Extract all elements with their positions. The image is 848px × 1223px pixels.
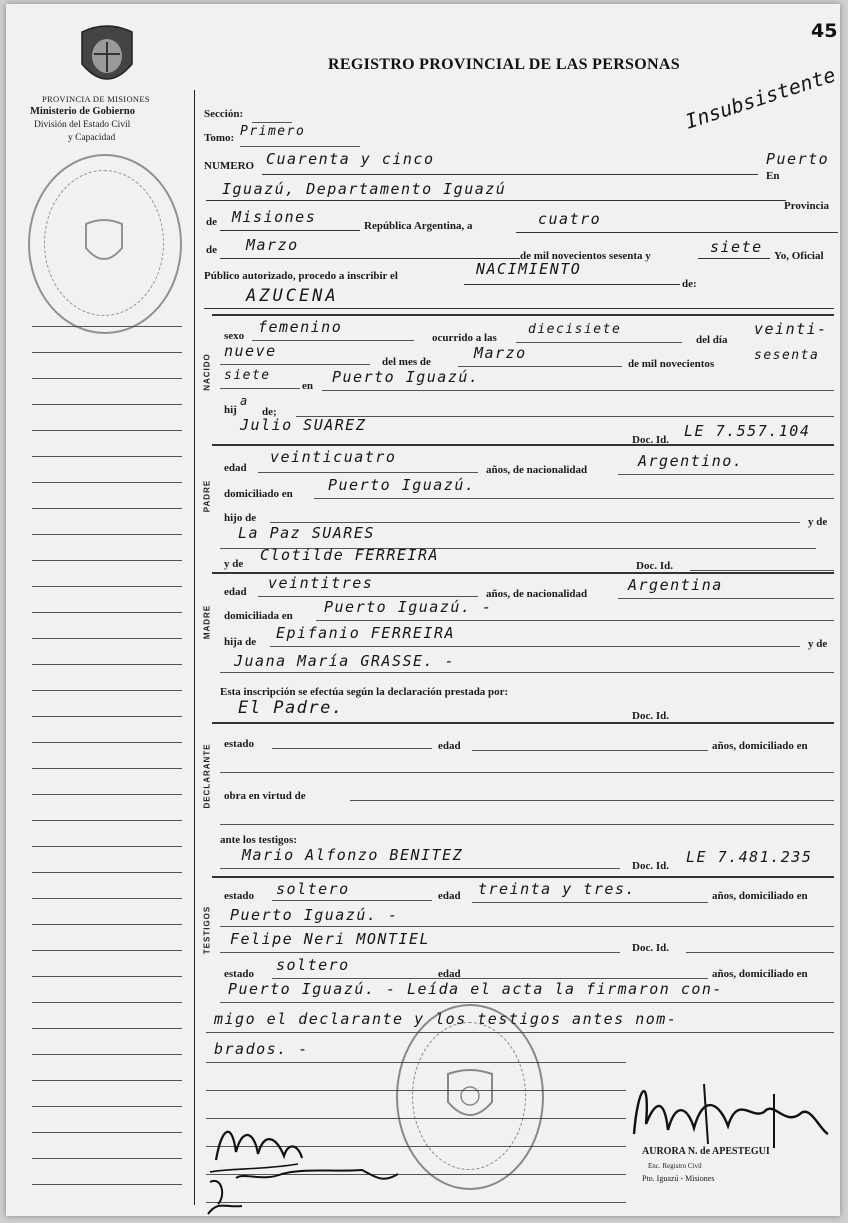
numero-value: Cuarenta y cinco [266, 150, 435, 168]
margin-rule-line [32, 1158, 182, 1159]
tomo-label: Tomo: [204, 132, 235, 144]
en-label: En [766, 170, 780, 182]
dia-value-cont: nueve [224, 342, 277, 360]
testigo2-edad-label: edad [438, 968, 461, 980]
section-padre: PADRE [202, 479, 212, 513]
margin-rule-line [32, 924, 182, 925]
margin-rule-line [32, 404, 182, 405]
tomo-value: Primero [240, 124, 306, 139]
margin-rule-line [32, 1132, 182, 1133]
numero-label: NUMERO [204, 160, 255, 172]
ministry-label: Ministerio de Gobierno [30, 106, 135, 117]
padre-domicilio-value: Puerto Iguazú. [328, 476, 476, 494]
testigo1-doc-label: Doc. Id. [632, 860, 669, 872]
province-label: PROVINCIA DE MISIONES [42, 94, 150, 104]
margin-rule-line [32, 1184, 182, 1185]
oficial-cargo: Enc. Registro Civil [648, 1162, 702, 1170]
margin-rule-line [32, 664, 182, 665]
hijo-label: hij [224, 404, 237, 416]
madre-nacionalidad-value: Argentina [628, 576, 723, 594]
section-nacido: NACIDO [202, 353, 212, 391]
padre-nacionalidad-value: Argentino. [638, 452, 744, 470]
cierre-line-1: Puerto Iguazú. - Leída el acta la firmaron con- [228, 980, 723, 998]
margin-rule-line [32, 612, 182, 613]
capacity-label: y Capacidad [68, 133, 116, 143]
testigo2-nombre-value: Felipe Neri MONTIEL [230, 930, 431, 948]
testigo2-estado-label: estado [224, 968, 254, 980]
madre-doc-label: Doc. Id. [636, 560, 673, 572]
testigo1-estado-value: soltero [276, 880, 350, 898]
del-mes-label: del mes de [382, 356, 431, 368]
padre-doc-value: LE 7.557.104 [684, 422, 811, 440]
nombre-nacido-value: AZUCENA [246, 286, 339, 306]
republica-label: República Argentina, a [364, 220, 473, 232]
page-number: 45 [811, 20, 838, 42]
testigo1-domicilio-value: Puerto Iguazú. - [230, 906, 399, 924]
margin-rule-line [32, 456, 182, 457]
en-nac-label: en [302, 380, 313, 392]
de-mil-label: de mil novecientos sesenta y [520, 250, 651, 262]
declarante-doc-label: Doc. Id. [632, 710, 669, 722]
declarante-edad-label: edad [438, 740, 461, 752]
testigo1-edad-label: edad [438, 890, 461, 902]
margin-rule-line [32, 534, 182, 535]
section-madre: MADRE [202, 604, 212, 640]
testigo2-estado-value: soltero [276, 956, 350, 974]
document-title: REGISTRO PROVINCIAL DE LAS PERSONAS [328, 56, 680, 73]
padre-hijo-de-label: hijo de [224, 512, 257, 524]
en-value: Puerto [766, 150, 830, 168]
fecha-mes-value: Marzo [246, 236, 299, 254]
acto-value: NACIMIENTO [476, 260, 582, 278]
padre-nac-label: años, de nacionalidad [486, 464, 588, 476]
madre-domicilio-label: domiciliada en [224, 610, 293, 622]
provincia-value: Misiones [232, 208, 317, 226]
margin-rule-line [32, 1002, 182, 1003]
madre-hija-de-label: hija de [224, 636, 257, 648]
padre-edad-value: veinticuatro [270, 448, 397, 466]
margin-rule-line [32, 1028, 182, 1029]
margin-rule-line [32, 794, 182, 795]
madre-edad-label: edad [224, 586, 247, 598]
padre-nombre-value: Julio SUAREZ [240, 416, 367, 434]
anio-nac-value-cont: siete [224, 368, 271, 383]
publico-label: Público autorizado, procedo a inscribir el [204, 270, 398, 282]
declarante-estado-label: estado [224, 738, 254, 750]
madre-edad-value: veintitres [268, 574, 374, 592]
declarante-obra-label: obra en virtud de [224, 790, 306, 802]
hijo-de-label: de; [262, 406, 277, 418]
margin-rule-line [32, 950, 182, 951]
margin-rule-line [32, 378, 182, 379]
testigo1-edad-value: treinta y tres. [478, 880, 636, 898]
witness-signatures [202, 1112, 422, 1216]
margin-rule-line [32, 820, 182, 821]
margin-rule-line [32, 638, 182, 639]
oficial-name: AURORA N. de APESTEGUI [642, 1146, 770, 1157]
yo-oficial-label: Yo, Oficial [774, 250, 824, 262]
margin-rule-line [32, 768, 182, 769]
del-dia-label: del día [696, 334, 728, 346]
section-testigos: TESTIGOS [202, 905, 212, 955]
hora-value: diecisiete [528, 322, 622, 337]
civil-registry-stamp [28, 154, 182, 334]
madre-domicilio-value: Puerto Iguazú. - [324, 598, 493, 616]
margin-rule-line [32, 976, 182, 977]
division-label: División del Estado Civil [34, 120, 131, 130]
de-mil-nac-label: de mil novecientos [628, 358, 715, 370]
testigo2-domicilio-label: años, domiciliado en [712, 968, 808, 980]
madre-padre-value: Epifanio FERREIRA [276, 624, 456, 642]
anio-nac-value: sesenta [754, 348, 820, 363]
marginal-annotation: Insubsistente [682, 62, 839, 134]
madre-y-de2-label: y de [808, 638, 828, 650]
margin-rule-line [32, 742, 182, 743]
padre-edad-label: edad [224, 462, 247, 474]
margin-rule-line [32, 1054, 182, 1055]
de-label-1: de [206, 216, 217, 228]
declarante-domicilio-label: años, domiciliado en [712, 740, 808, 752]
margin-rule-line [32, 482, 182, 483]
seccion-label: Sección: [204, 108, 244, 120]
section-declarante: DECLARANTE [202, 743, 212, 809]
margin-rule-line [32, 1080, 182, 1081]
de-label-3: de: [682, 278, 697, 290]
testigo1-domicilio-label: años, domiciliado en [712, 890, 808, 902]
declarante-nombre-value: El Padre. [238, 698, 344, 718]
margin-rule-line [32, 872, 182, 873]
sexo-value: femenino [258, 318, 343, 336]
cierre-line-3: brados. - [214, 1040, 309, 1058]
padre-doc-label: Doc. Id. [632, 434, 669, 446]
lugar-nac-value: Puerto Iguazú. [332, 368, 480, 386]
cierre-line-2: migo el declarante y los testigos antes nom- [214, 1010, 678, 1028]
margin-rule-line [32, 1106, 182, 1107]
margin-rule-line [32, 352, 182, 353]
madre-y-de-label: y de [224, 558, 244, 570]
margin-rule-line [32, 898, 182, 899]
fecha-anio-value: siete [710, 238, 763, 256]
testigo2-doc-label: Doc. Id. [632, 942, 669, 954]
document-sheet [6, 4, 840, 1216]
margin-rule-line [32, 690, 182, 691]
madre-nombre-value: Clotilde FERREIRA [260, 546, 440, 564]
madre-madre-value: Juana María GRASSE. - [234, 652, 456, 670]
dia-value: veinti- [754, 320, 828, 338]
margin-rule-line [32, 560, 182, 561]
provincia-label: Provincia [784, 200, 830, 212]
padre-padres-value: La Paz SUARES [238, 524, 375, 542]
margin-rule-line [32, 586, 182, 587]
margin-rule-line [32, 430, 182, 431]
testigo1-nombre-value: Mario Alfonzo BENITEZ [242, 846, 464, 864]
testigo1-estado-label: estado [224, 890, 254, 902]
oficial-localidad: Pto. Iguazú - Misiones [642, 1174, 715, 1183]
testigo1-doc-value: LE 7.481.235 [686, 848, 813, 866]
margin-rule-line [32, 846, 182, 847]
padre-domicilio-label: domiciliado en [224, 488, 293, 500]
margin-divider [194, 90, 195, 1205]
madre-nac-label: años, de nacionalidad [486, 588, 588, 600]
padre-y-de-label: y de [808, 516, 828, 528]
testigos-ante-label: ante los testigos: [220, 834, 297, 846]
hijo-value: a [240, 394, 249, 408]
de-label-2: de [206, 244, 217, 256]
margin-rule-line [32, 508, 182, 509]
margin-rule-line [32, 716, 182, 717]
lugar-value: Iguazú, Departamento Iguazú [222, 180, 507, 198]
sexo-label: sexo [224, 330, 245, 342]
ocurrido-label: ocurrido a las [432, 332, 497, 344]
mes-nac-value: Marzo [474, 344, 527, 362]
coat-of-arms-icon [76, 24, 138, 90]
fecha-dia-value: cuatro [538, 210, 602, 228]
inscripcion-label: Esta inscripción se efectúa según la declaración prestada por: [220, 686, 509, 698]
